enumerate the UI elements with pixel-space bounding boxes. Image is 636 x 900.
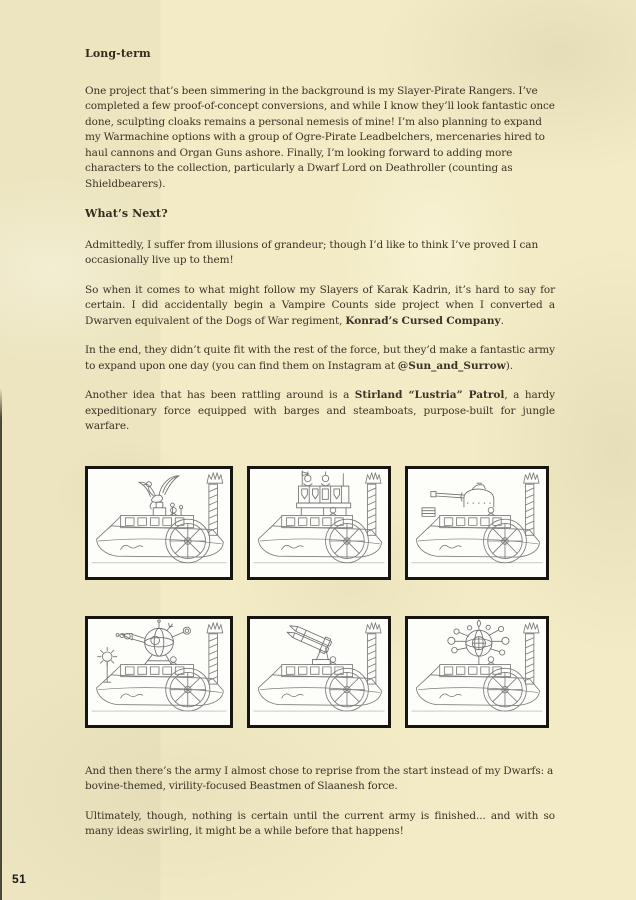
tank-turret-topper [422, 483, 494, 516]
steamboat-sketch-rocket-battery [247, 616, 391, 728]
drill-sphere-topper [98, 619, 191, 681]
rocket-battery-topper [285, 621, 332, 664]
armillary-sphere-topper [448, 619, 509, 664]
page-number: 51 [12, 872, 27, 886]
steamboat-sketch-crew-platform [247, 466, 391, 580]
paragraph-beastmen-of-slaanesh: And then there’s the army I almost chose to reprise from the start instead of my Dwarfs: a bovine-themed, virility-focused Beastmen of Slaanesh force. [85, 764, 554, 792]
steamboat-sketch-drill-sphere [85, 616, 233, 728]
section-heading-whats-next: What’s Next? [85, 207, 168, 220]
crew-platform-topper [297, 470, 351, 515]
steamboat-sketch-grid [85, 466, 549, 728]
article-content [85, 46, 555, 854]
scan-edge-artifact [0, 388, 2, 900]
paragraph-stirland-lustria-patrol: Another idea that has been rattling around is a Stirland “Lustria” Patrol, a hardy expeditionary force equipped with barges and steamboats, purpose-built for jungle warfare. [85, 389, 556, 432]
paragraph-closing: Ultimately, though, nothing is certain until the current army is finished... and with so many ideas swirling, it might be a while before that happens! [85, 809, 555, 837]
steamboat-sketch-tank-turret [405, 466, 549, 580]
steamboat-sketch-armillary-sphere [405, 616, 549, 728]
paragraph-instagram-handle: In the end, they didn’t quite fit with the rest of the force, but they’d make a fantastic army to expand upon one day (you can find them on Instagram at @Sun_and_Surrow). [85, 344, 555, 372]
paragraph-long-term-projects: One project that’s been simmering in the background is my Slayer-Pirate Rangers. I’ve completed a few proof-of-concept conversions, and while I know they’ll look fantastic once done, sculpting cloaks remains a personal nemesis of mine! I’m also planning to expand my Warmachine options with a group of Ogre-Pirate Leadbelchers, mercenaries hired to haul cannons and Organ Guns ashore. Finally, I’m looking forward to adding more characters to the collection, particularly a Dwarf Lord on Deathroller (counting as Shieldbearers). [85, 84, 555, 190]
steamboat-sketch-griffin-statue [85, 466, 233, 580]
paragraph-illusions-of-grandeur: Admittedly, I suffer from illusions of grandeur; though I’d like to think I’ve proved I can occasionally live up to them! [85, 238, 539, 266]
paragraph-vampire-counts-project: So when it comes to what might follow my Slayers of Karak Kadrin, it’s hard to say for certain. I did accidentally begin a Vampire Counts side project when I converted a Dwarven equivalent of the Dogs of War regiment, Konrad’s Cursed Company. [85, 283, 555, 327]
section-heading-long-term: Long-term [85, 47, 151, 60]
